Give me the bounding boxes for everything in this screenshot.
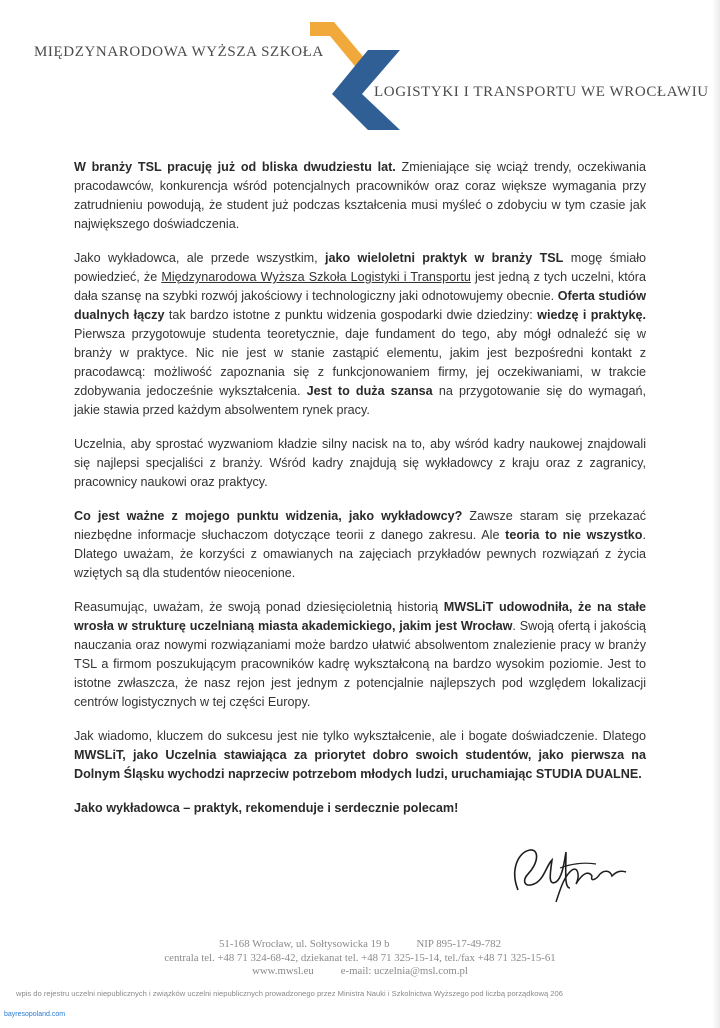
paragraph-4-run-2: Zawsze staram się przekazać niezbędne informacje słuchaczom dotyczące teorii z danego zakresu. Ale — [74, 509, 646, 542]
paragraph-5-run-3: . Swoją ofertą i jakością nauczania oraz nowymi rozwiązaniami może bardzo ułatwić absolwentom znalezienie pracy w branży TSL a firmom poszukującym pracowników kadrę wykształconą na bardzo wysokim poziomie. Jest to istotne zwłaszcza, że nasz rejon jest jednym z potencjalnie najlepszych pod względem lokalizacji centrów logistycznych w tej części Europy. — [74, 619, 647, 709]
paragraph-2-run-3: mogę śmiało powiedzieć, że — [74, 251, 646, 284]
paragraph-2-run-7: tak bardzo istotne z punktu widzenia gospodarki dwie dziedziny: — [164, 308, 538, 322]
handwritten-signature — [500, 830, 630, 915]
paragraph-6-run-1: Jak wiadomo, kluczem do sukcesu jest nie tylko wykształcenie, ale i bogate doświadczenie. Dlatego — [74, 729, 646, 743]
paragraph-5 — [74, 598, 646, 712]
paragraph-1-run-2: Zmieniające się wciąż trendy, oczekiwania pracodawców, konkurencja wśród potencjalnych pracowników oraz coraz większe wymagania przy zatrudnieniu powodują, że student już podczas kształcenia musi myśleć o zdobyciu w tym czasie jak największego doświadczenia. — [74, 160, 646, 231]
paragraph-7-run-1: Jako wykładowca – praktyk, rekomenduje i serdecznie polecam! — [74, 801, 459, 815]
paragraph-6 — [74, 727, 646, 784]
paragraph-4 — [74, 507, 646, 583]
paragraph-5-run-1: Reasumując, uważam, że swoją ponad dziesięcioletnią historią — [74, 600, 444, 614]
school-logo-icon — [310, 22, 400, 130]
paragraph-2-run-8: wiedzę i praktykę. — [537, 308, 647, 322]
paragraph-2-run-6: Oferta studiów dualnych łączy — [74, 289, 646, 322]
letterhead-line-1: MIĘDZYNARODOWA WYŻSZA SZKOŁA — [34, 44, 324, 60]
paragraph-2-run-1: Jako wykładowca, ale przede wszystkim, — [74, 251, 325, 265]
paragraph-2 — [74, 249, 646, 420]
paragraph-2-run-9: Pierwsza przygotowuje studenta teoretycznie, daje fundament do tego, aby mógł odnaleźć się w branży w praktyce. Nic nie jest w stanie zastąpić elementu, jakim jest bezpośredni kontakt z pracodawcą: możliwość zapoznania się z funkcjonowaniem firmy, jej oczekiwaniami, w trakcie zdobywania jedocześnie wykształcenia. — [74, 327, 646, 398]
paragraph-7 — [74, 799, 646, 818]
scan-edge-shadow — [712, 0, 720, 1028]
paragraph-2-run-11: na przygotowanie się do wymagań, jakie stawia przed każdym absolwentem rynek pracy. — [74, 384, 646, 417]
paragraph-1 — [74, 158, 646, 234]
footer-address: 51-168 Wrocław, ul. Sołtysowicka 19 b NIP 895-17-49-782 — [219, 938, 501, 950]
paragraph-4-run-4: . Dlatego uważam, że korzyści z omawianych na zajęciach przykładów pewnych rozwiązań z życia wziętych są dla studentów nieocenione. — [74, 528, 646, 580]
paragraph-2-run-4: Międzynarodowa Wyższa Szkoła Logistyki i Transportu — [161, 270, 471, 284]
watermark-link[interactable]: bayresopoland.com — [4, 1011, 66, 1018]
paragraph-5-run-2: MWSLiT udowodniła, że na stałe wrosła w strukturę uczelnianą miasta akademickiego, jakim jest Wrocław — [74, 600, 646, 633]
paragraph-2-run-5: jest jedną z tych uczelni, która dała szansę na szybki rozwój jakościowy i technologiczny jaki odnotowujemy obecnie. — [74, 270, 646, 303]
paragraph-2-run-10: Jest to duża szansa — [306, 384, 433, 398]
footer-web-email: www.mwsl.eu e-mail: uczelnia@msl.com.pl — [252, 965, 468, 977]
paragraph-4-run-3: teoria to nie wszystko — [505, 528, 643, 542]
footer-contact — [0, 938, 720, 979]
paragraph-4-run-1: Co jest ważne z mojego punktu widzenia, jako wykładowcy? — [74, 509, 463, 523]
paragraph-3-run-1: Uczelnia, aby sprostać wyzwaniom kładzie silny nacisk na to, aby wśród kadry naukowej znajdowali się najlepsi specjaliści z branży. Wśród kadry znajdują się wykładowcy z kraju oraz z zagranicy, pracownicy naukowi oraz praktycy. — [74, 437, 646, 489]
footer-phones: centrala tel. +48 71 324-68-42, dziekanat tel. +48 71 325-15-14, tel./fax +48 71 325-15-61 — [164, 951, 556, 964]
footer-legal-note: wpis do rejestru uczelni niepublicznych i związków uczelni niepublicznych prowadzonego przez Ministra Nauki i Szkolnictwa Wyższego pod liczbą porządkową 206 — [16, 989, 563, 998]
paragraph-1-run-1: W branży TSL pracuję już od bliska dwudziestu lat. — [74, 160, 396, 174]
letterhead-line-2: LOGISTYKI I TRANSPORTU WE WROCŁAWIU — [374, 84, 709, 100]
paragraph-3 — [74, 435, 646, 492]
paragraph-6-run-2: MWSLiT, jako Uczelnia stawiająca za priorytet dobro swoich studentów, jako pierwsza na Dolnym Śląsku wychodzi naprzeciw potrzebom młodych ludzi, uruchamiając STUDIA DUALNE. — [74, 748, 646, 781]
letter-body — [74, 158, 646, 833]
paragraph-2-run-2: jako wieloletni praktyk w branży TSL — [325, 251, 564, 265]
